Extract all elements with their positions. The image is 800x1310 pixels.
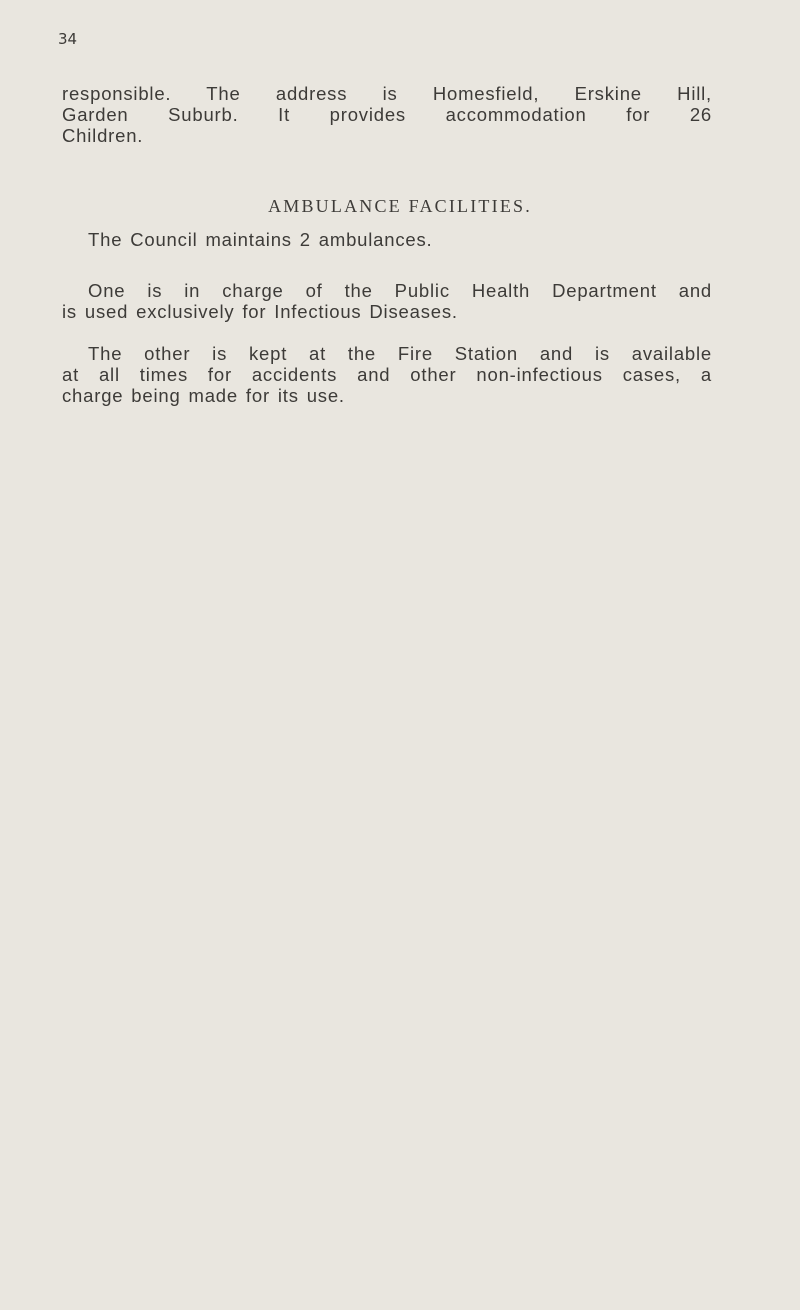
paragraph-line: charge being made for its use. [62, 385, 345, 406]
paragraph-line: Garden Suburb. It provides accommodation for 26 [62, 104, 712, 125]
paragraph-line: is used exclusively for Infectious Diseases. [62, 301, 458, 322]
page-number: 34 [58, 30, 78, 48]
fire-station-paragraph [62, 343, 712, 406]
paragraph-line: Children. [62, 125, 144, 146]
intro-paragraph [62, 83, 712, 146]
paragraph-line: at all times for accidents and other non-infectious cases, a [62, 364, 712, 385]
section-heading: AMBULANCE FACILITIES. [268, 196, 532, 216]
paragraph-line: One is in charge of the Public Health Department and [88, 280, 712, 301]
public-health-paragraph [62, 280, 712, 322]
paragraph-line: responsible. The address is Homesfield, Erskine Hill, [62, 83, 712, 104]
paragraph-line: The Council maintains 2 ambulances. [88, 229, 433, 250]
council-paragraph [62, 229, 712, 250]
paragraph-line: The other is kept at the Fire Station and is available [88, 343, 712, 364]
